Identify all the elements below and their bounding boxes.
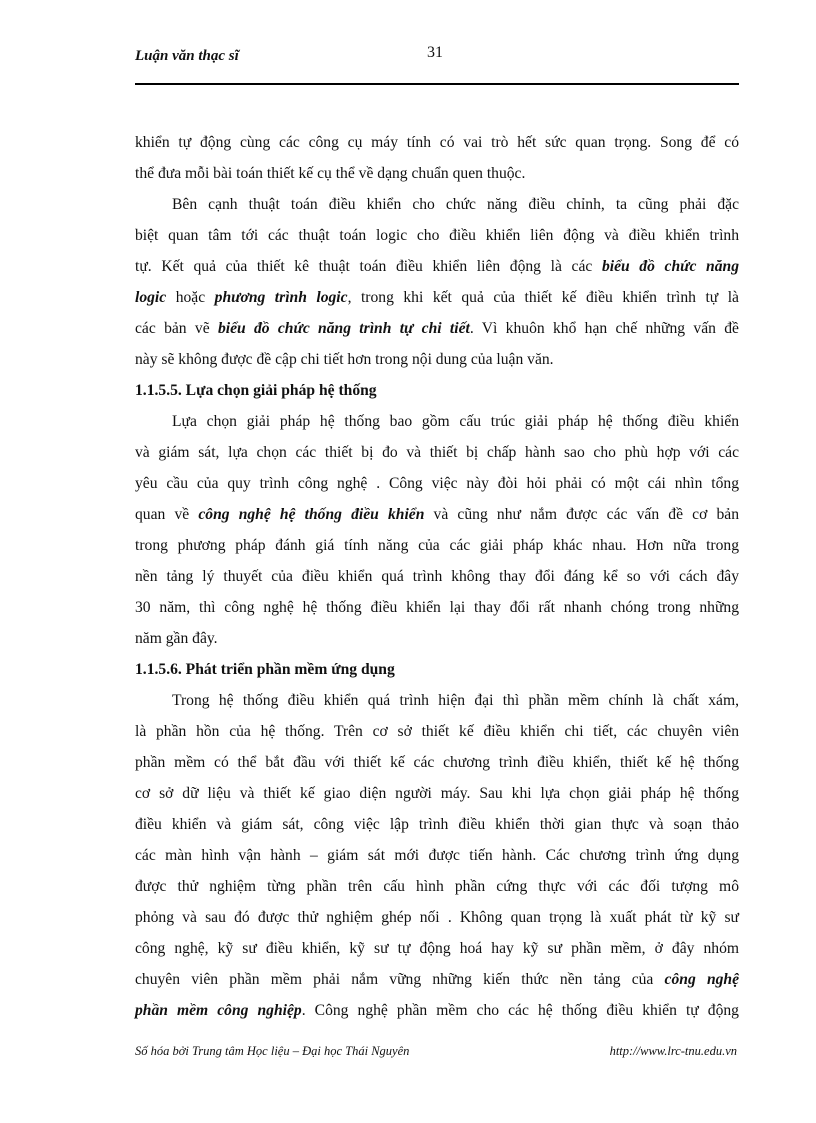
text-line: 30 năm, thì công nghệ hệ thống điều khiển lại thay đổi rất nhanh chóng trong những (135, 599, 739, 616)
text-run: và cũng như nắm được các vấn đề cơ bản (424, 506, 739, 523)
header-divider (135, 83, 739, 85)
emphasized-term: logic (135, 289, 167, 306)
section-heading: 1.1.5.5. Lựa chọn giải pháp hệ thống (135, 382, 377, 399)
text-line: được thử nghiệm từng phần trên cấu hình phần cứng thực với các đối tượng mô (135, 878, 739, 895)
text-run: các bản vẽ (135, 320, 218, 337)
text-run: hoặc (166, 289, 215, 306)
footer-url: http://www.lrc-tnu.edu.vn (609, 1044, 737, 1058)
text-run: chuyên viên phần mềm phải nắm vững những kiến thức nền tảng của (135, 971, 665, 988)
text-line: điều khiển và giám sát, công việc lập trình điều khiển thời gian thực và soạn thảo (135, 816, 739, 833)
text-line: yêu cầu của quy trình công nghệ . Công việc này đòi hỏi phải có một cái nhìn tổng (135, 475, 739, 492)
text-line (135, 499, 739, 530)
emphasized-term: biểu đồ chức năng trình tự chi tiết (217, 320, 470, 337)
section-heading: 1.1.5.6. Phát triển phần mềm ứng dụng (135, 661, 395, 678)
text-line: các màn hình vận hành – giám sát mới được tiến hành. Các chương trình ứng dụng (135, 847, 739, 864)
text-line: năm gần đây. (135, 630, 218, 647)
text-line: này sẽ không được đề cập chi tiết hơn trong nội dung của luận văn. (135, 351, 554, 368)
text-line (135, 282, 739, 313)
text-run: tự. Kết quả của thiết kê thuật toán điều khiển liên động là các (135, 258, 602, 275)
emphasized-term: công nghệ hệ thống điều khiển (198, 506, 425, 523)
text-line: phần mềm có thể bắt đầu với thiết kế các chương trình điều khiển, thiết kế hệ thống (135, 754, 739, 771)
text-line: thể đưa mỗi bài toán thiết kế cụ thể về dạng chuẩn quen thuộc. (135, 165, 526, 182)
text-line: khiển tự động cùng các công cụ máy tính có vai trò hết sức quan trọng. Song để có (135, 134, 739, 151)
text-line: Lựa chọn giải pháp hệ thống bao gồm cấu trúc giải pháp hệ thống điều khiển (172, 413, 739, 430)
footer-source: Số hóa bởi Trung tâm Học liệu – Đại học Thái Nguyên (135, 1044, 410, 1058)
emphasized-term: biểu đồ chức năng (601, 258, 739, 275)
text-line (135, 251, 739, 282)
text-line: trong phương pháp đánh giá tính năng của các giải pháp khác nhau. Hơn nữa trong (135, 537, 739, 554)
emphasized-term: phần mềm công nghiệp (135, 1002, 302, 1019)
emphasized-term: công nghệ (664, 971, 740, 988)
emphasized-term: phương trình logic (214, 289, 348, 306)
text-run: quan về (135, 506, 199, 523)
text-line: cơ sở dữ liệu và thiết kế giao diện người máy. Sau khi lựa chọn giải pháp hệ thống (135, 785, 739, 802)
text-run: , trong khi kết quả của thiết kế điều khiển trình tự là (347, 289, 739, 306)
text-line: Bên cạnh thuật toán điều khiển cho chức năng điều chỉnh, ta cũng phải đặc (172, 196, 739, 213)
text-line: nền tảng lý thuyết của điều khiển quá trình không thay đổi đáng kể so với cách đây (135, 568, 739, 585)
text-line: Trong hệ thống điều khiển quá trình hiện đại thì phần mềm chính là chất xám, (172, 692, 739, 709)
text-line: biệt quan tâm tới các thuật toán logic cho điều khiển liên động và điều khiển trình (135, 227, 739, 244)
text-line (135, 313, 739, 344)
text-line (135, 964, 739, 995)
text-line: phỏng và sau đó được thử nghiệm ghép nối . Không quan trọng là xuất phát từ kỹ sư (135, 909, 739, 926)
text-line: công nghệ, kỹ sư điều khiển, kỹ sư tự động hoá hay kỹ sư phần mềm, ở đây nhóm (135, 940, 739, 957)
text-line: và giám sát, lựa chọn các thiết bị đo và thiết bị chấp hành sao cho phù hợp với các (135, 444, 739, 461)
header-title: Luận văn thạc sĩ (135, 48, 239, 64)
text-run: . Vì khuôn khổ hạn chế những vấn đề (469, 320, 739, 337)
page-header (135, 44, 739, 84)
text-line: là phần hồn của hệ thống. Trên cơ sở thiết kế điều khiển chi tiết, các chuyên viên (135, 723, 739, 740)
document-body (135, 127, 739, 1026)
text-line (135, 995, 739, 1026)
text-run: . Công nghệ phần mềm cho các hệ thống điều khiển tự động (301, 1002, 739, 1019)
page-number: 31 (427, 44, 443, 61)
